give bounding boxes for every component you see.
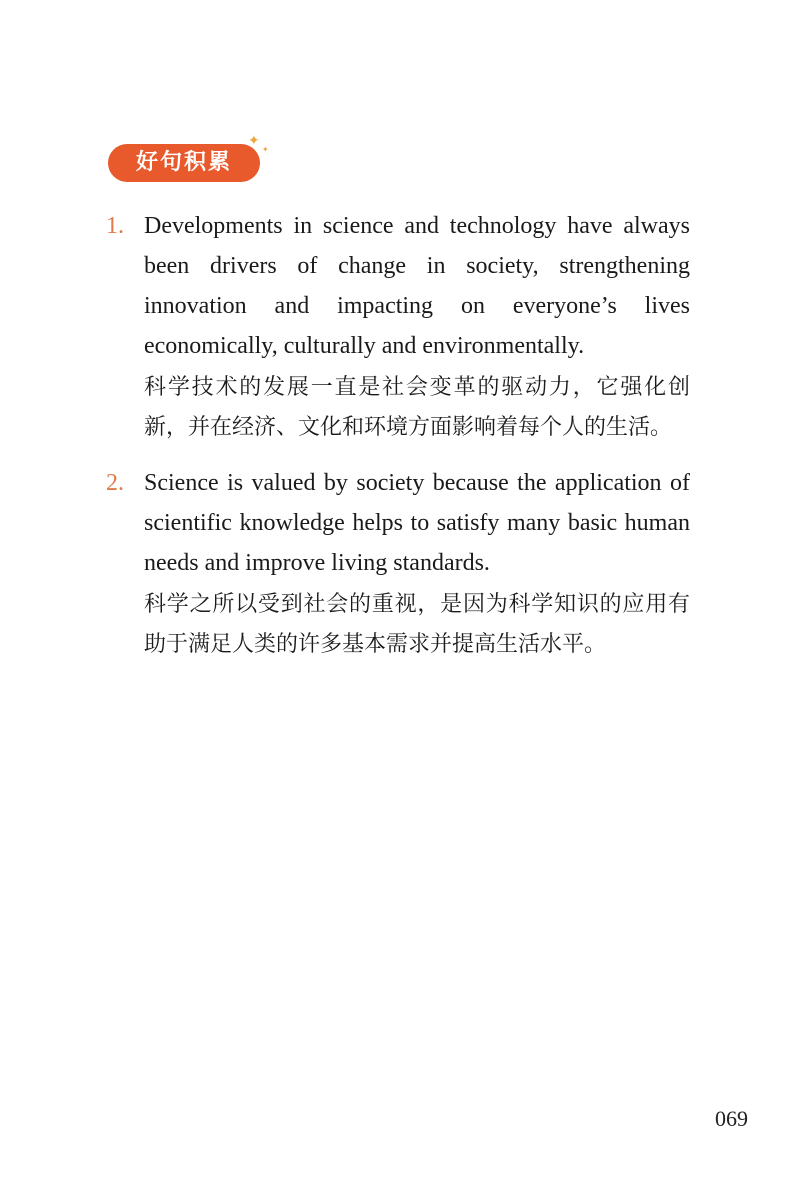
sentence-chinese: 科学之所以受到社会的重视，是因为科学知识的应用有助于满足人类的许多基本需求并提高生活水平。 xyxy=(144,592,690,657)
sentence-item xyxy=(106,206,706,448)
page-number: 069 xyxy=(715,1106,748,1131)
sentence-item xyxy=(106,463,706,665)
sentence-number: 2. xyxy=(106,470,124,496)
sentence-english: Science is valued by society because the application of scientific knowledge helps to satisfy many basic human needs and improve living standards. xyxy=(144,470,690,576)
section-title-badge: 好句积累 xyxy=(108,144,260,182)
sentence-number: 1. xyxy=(106,213,124,239)
sentence-english: Developments in science and technology have always been drivers of change in society, strengthening innovation and impacting on everyone’s lives economically, culturally and environmentally. xyxy=(144,213,690,359)
sentence-chinese: 科学技术的发展一直是社会变革的驱动力，它强化创新，并在经济、文化和环境方面影响着每个人的生活。 xyxy=(144,375,690,440)
sparkle-icon: ✦ xyxy=(248,133,260,149)
sparkle-icon: ✦ xyxy=(262,145,269,154)
